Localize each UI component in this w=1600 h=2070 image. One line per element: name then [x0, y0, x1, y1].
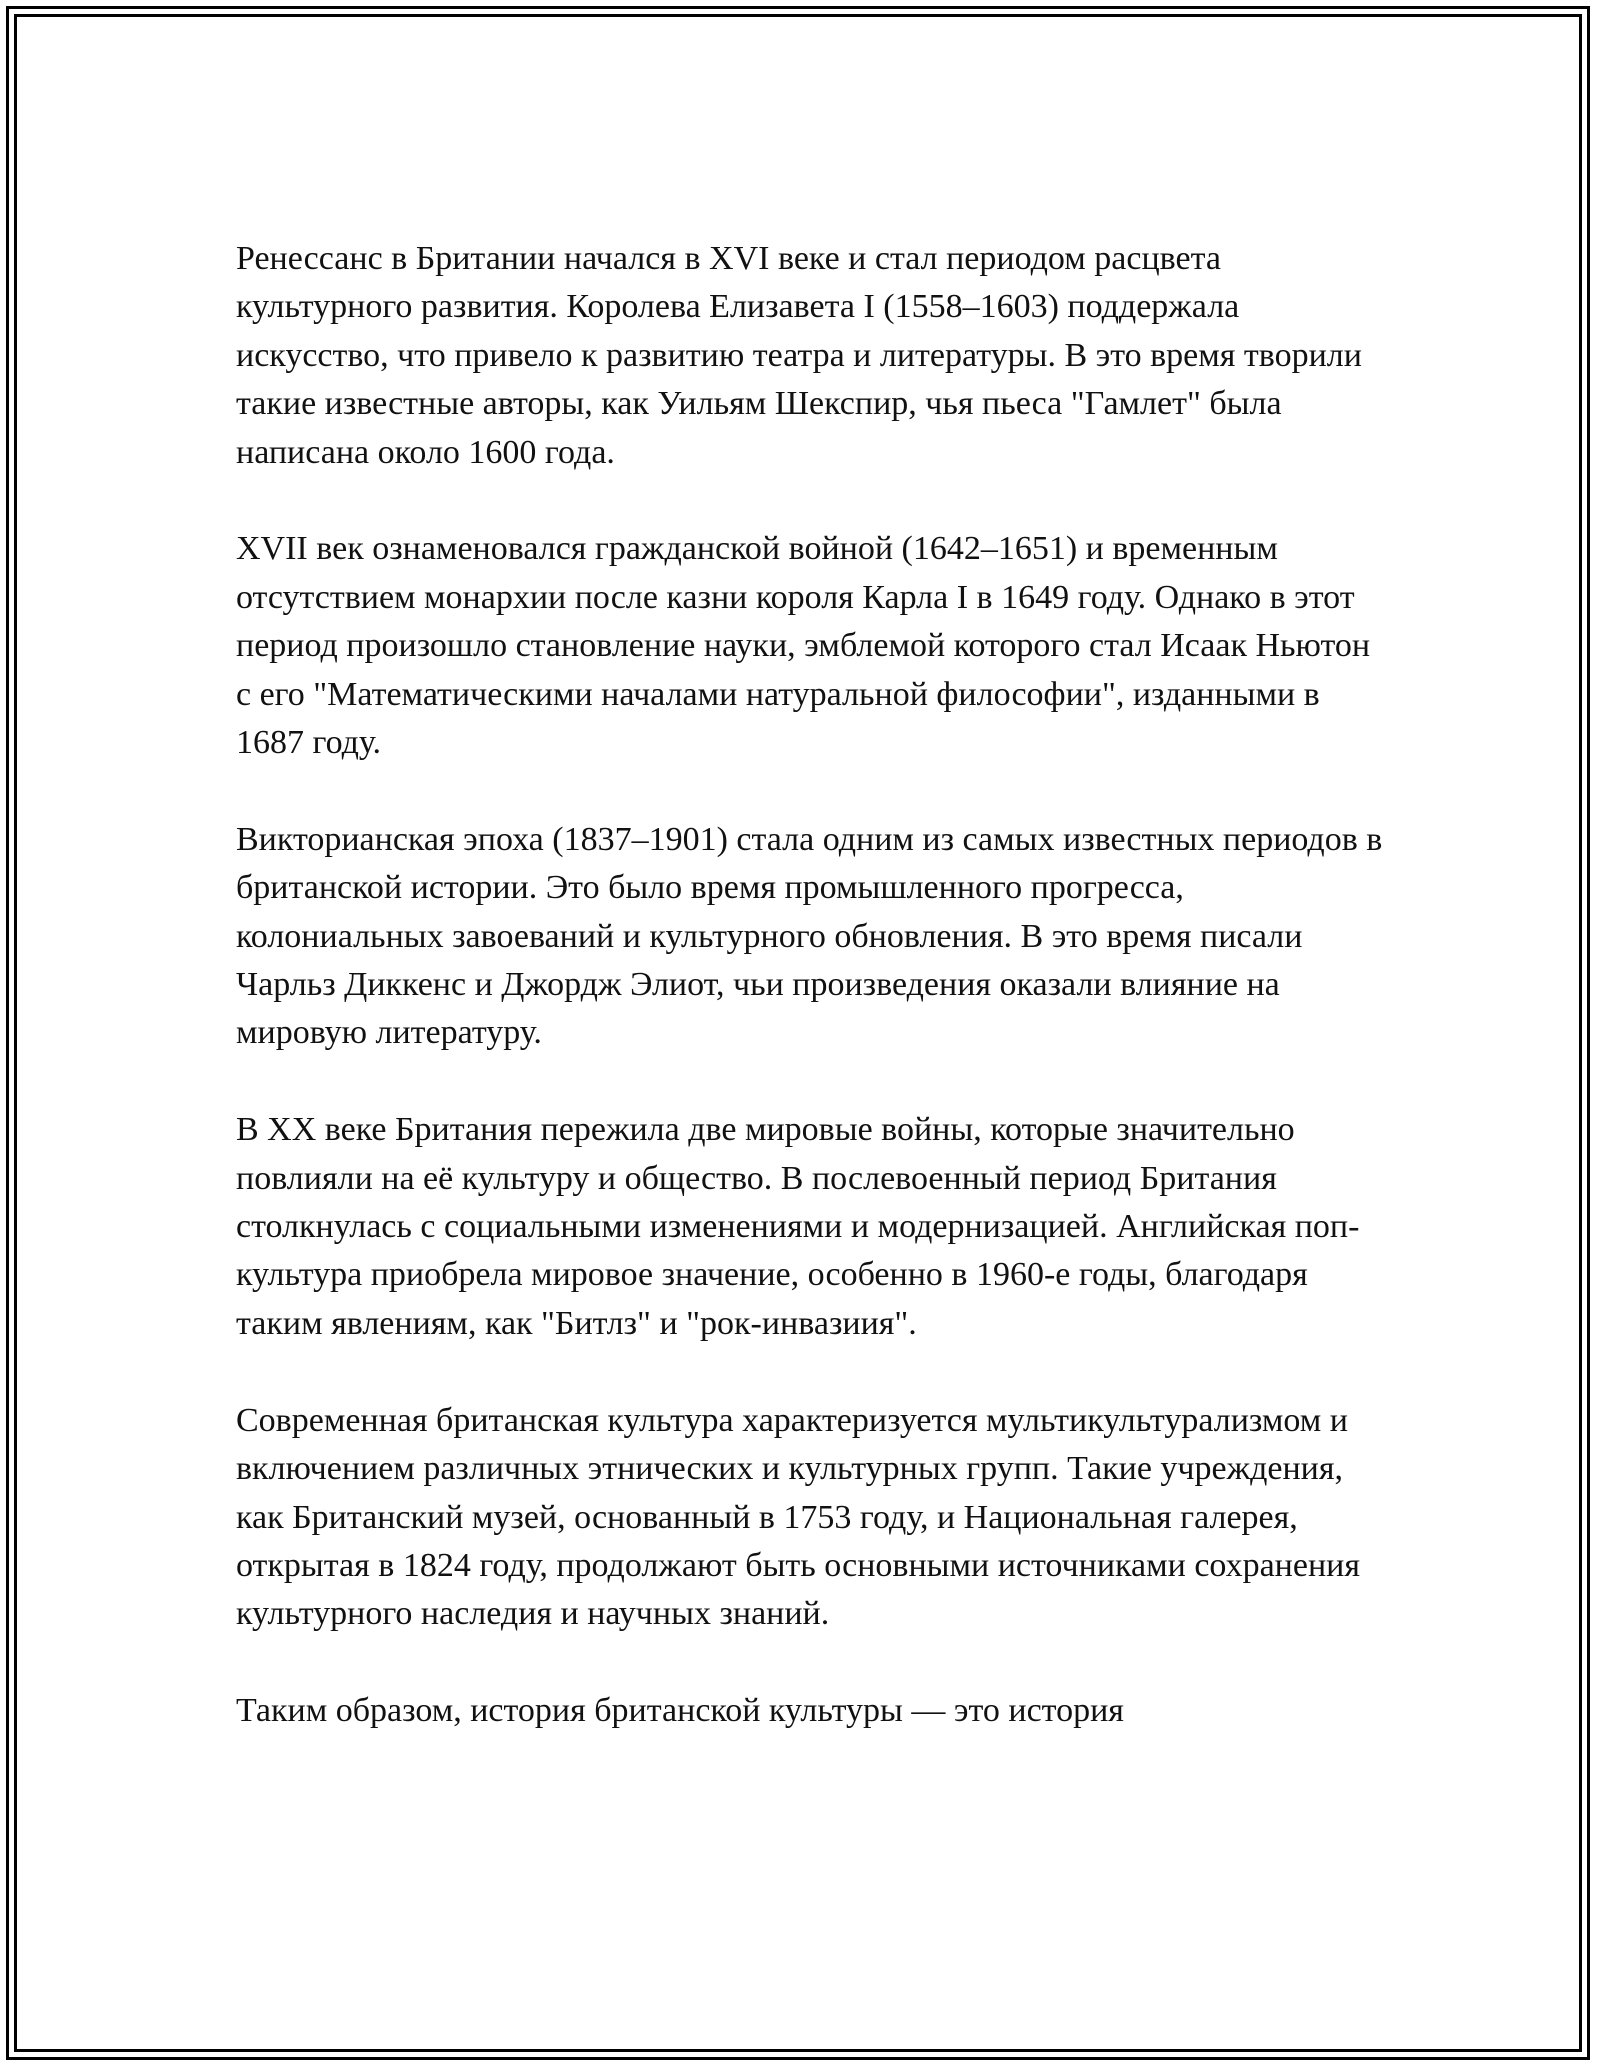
paragraph-conclusion: Таким образом, история британской культуры — это история: [236, 1692, 1124, 1730]
paragraph-seventeenth-century: XVII век ознаменовался гражданской войной (1642–1651) и временным отсутствием монархии после казни короля Карла I в 1649 году. Однако в этот период произошло становление науки, эмблемой которого стал Исаак Ньютон с его "Математическими началами натуральной философии", изданными в 1687 году.: [236, 530, 1371, 762]
paragraph-twentieth-century: В XX веке Британия пережила две мировые войны, которые значительно повлияли на её культуру и общество. В послевоенный период Британия столкнулась с социальными изменениями и модернизацией. Английская поп-культура приобрела мировое значение, особенно в 1960-е годы, благодаря таким явлениям, как "Битлз" и "рок-инвазиия".: [236, 1111, 1360, 1342]
paragraph-renaissance: Ренессанс в Британии начался в XVI веке и стал периодом расцвета культурного развития. Королева Елизавета I (1558–1603) поддержала искусство, что привело к развитию театра и литературы. В это время творили такие известные авторы, как Уильям Шекспир, чья пьеса "Гамлет" была написана около 1600 года.: [236, 240, 1362, 471]
document-body: [236, 235, 1386, 1784]
paragraph-modern-culture: Современная британская культура характеризуется мультикультурализмом и включением различных этнических и культурных групп. Такие учреждения, как Британский музей, основанный в 1753 году, и Национальная галерея, открытая в 1824 году, продолжают быть основными источниками сохранения культурного наследия и научных знаний.: [236, 1401, 1360, 1633]
paragraph-victorian-era: Викторианская эпоха (1837–1901) стала одним из самых известных периодов в британской истории. Это было время промышленного прогресса, колониальных завоеваний и культурного обновления. В это время писали Чарльз Диккенс и Джордж Элиот, чьи произведения оказали влияние на мировую литературу.: [236, 820, 1383, 1052]
